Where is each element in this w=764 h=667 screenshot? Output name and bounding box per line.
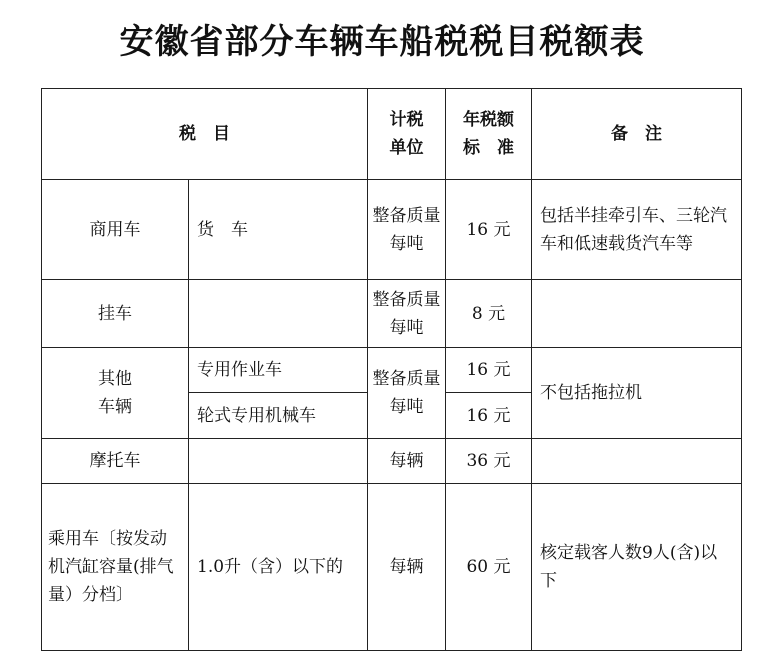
header-unit-line2: 单位: [389, 138, 424, 158]
trailer-category: 挂车: [42, 280, 189, 348]
trailer-note: [532, 280, 742, 348]
tax-rate-table: [41, 88, 742, 651]
other-category: [42, 348, 189, 439]
header-unit: [368, 89, 446, 180]
motorcycle-sub: [189, 439, 368, 484]
header-unit-line1: 计税: [389, 110, 424, 130]
trailer-sub: [189, 280, 368, 348]
header-note: 备 注: [532, 89, 742, 180]
page-title: 安徽省部分车辆车船税税目税额表: [119, 22, 645, 62]
other-category-line2: 车辆: [98, 397, 132, 417]
table-row: [42, 348, 742, 393]
table-row: [42, 484, 742, 651]
table-row: [42, 180, 742, 280]
passenger-unit: 每辆: [368, 484, 446, 651]
table-row: [42, 280, 742, 348]
header-row: [42, 89, 742, 180]
other-unit: 整备质量每吨: [368, 348, 446, 439]
trailer-rate: 8 元: [446, 280, 532, 348]
other-sub-1: 专用作业车: [189, 348, 368, 393]
motorcycle-unit: 每辆: [368, 439, 446, 484]
passenger-rate: 60 元: [446, 484, 532, 651]
passenger-sub: 1.0升（含）以下的: [189, 484, 368, 651]
header-item: 税 目: [42, 89, 368, 180]
commercial-sub: 货 车: [189, 180, 368, 280]
commercial-category: 商用车: [42, 180, 189, 280]
header-rate-line2: 标 准: [463, 138, 514, 158]
motorcycle-note: [532, 439, 742, 484]
trailer-unit: 整备质量每吨: [368, 280, 446, 348]
passenger-note: 核定载客人数9人(含)以下: [532, 484, 742, 651]
header-rate-line1: 年税额: [463, 110, 514, 130]
header-rate: [446, 89, 532, 180]
motorcycle-category: 摩托车: [42, 439, 189, 484]
commercial-unit: 整备质量每吨: [368, 180, 446, 280]
passenger-category: 乘用车〔按发动机汽缸容量(排气量）分档〕: [42, 484, 189, 651]
motorcycle-rate: 36 元: [446, 439, 532, 484]
other-rate-1: 16 元: [446, 348, 532, 393]
other-note: 不包括拖拉机: [532, 348, 742, 439]
table-row: [42, 439, 742, 484]
other-category-line1: 其他: [98, 369, 132, 389]
other-sub-2: 轮式专用机械车: [189, 393, 368, 439]
other-rate-2: 16 元: [446, 393, 532, 439]
commercial-rate: 16 元: [446, 180, 532, 280]
commercial-note: 包括半挂牵引车、三轮汽车和低速载货汽车等: [532, 180, 742, 280]
